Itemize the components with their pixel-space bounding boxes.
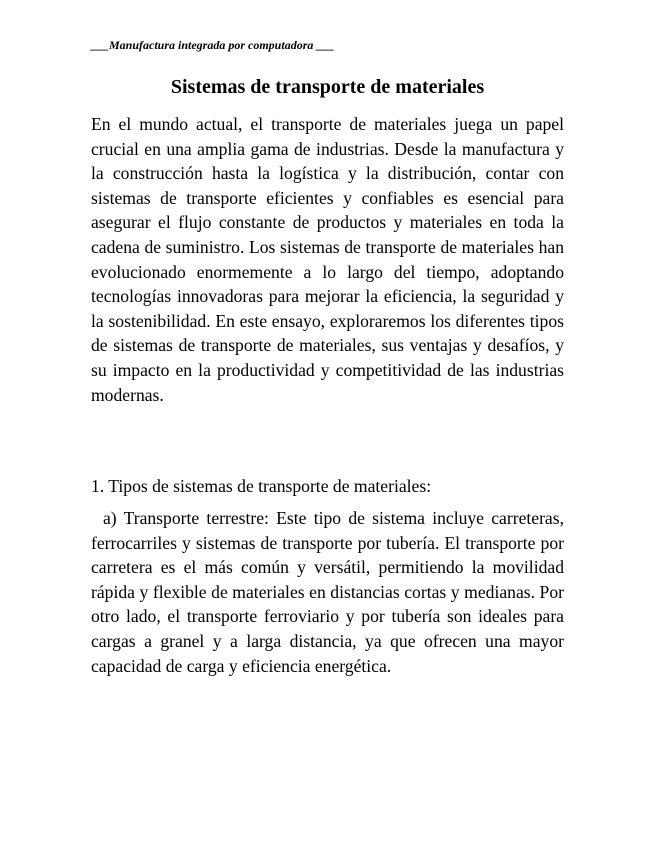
transporte-terrestre-paragraph: a) Transporte terrestre: Este tipo de sistema incluye carreteras, ferrocarriles y sistemas de transporte por tubería. El transporte por carretera es el más común y versátil, permitiendo la movilidad rápida y flexible de materiales en distancias cortas y medianas. Por otro lado, el transporte ferroviario y por tubería son ideales para cargas a granel y a larga distancia, ya que ofrecen una mayor capacidad de carga y eficiencia energética. (91, 508, 564, 676)
intro-paragraph: En el mundo actual, el transporte de materiales juega un papel crucial en una amplia gama de industrias. Desde la manufactura y la construcción hasta la logística y la distribución, contar con sistemas de transporte eficientes y confiables es esencial para asegurar el flujo constante de productos y materiales en toda la cadena de suministro. Los sistemas de transporte de materiales han evolucionado enormemente a lo largo del tiempo, adoptando tecnologías innovadoras para mejorar la eficiencia, la seguridad y la sostenibilidad. En este ensayo, exploraremos los diferentes tipos de sistemas de transporte de materiales, sus ventajas y desafíos, y su impacto en la productividad y competitividad de las industrias modernas. (91, 114, 564, 405)
section-heading: 1. Tipos de sistemas de transporte de materiales: (91, 476, 432, 496)
page-title: Sistemas de transporte de materiales (170, 76, 485, 98)
running-header: ___Manufactura integrada por computadora ___ (91, 38, 335, 52)
